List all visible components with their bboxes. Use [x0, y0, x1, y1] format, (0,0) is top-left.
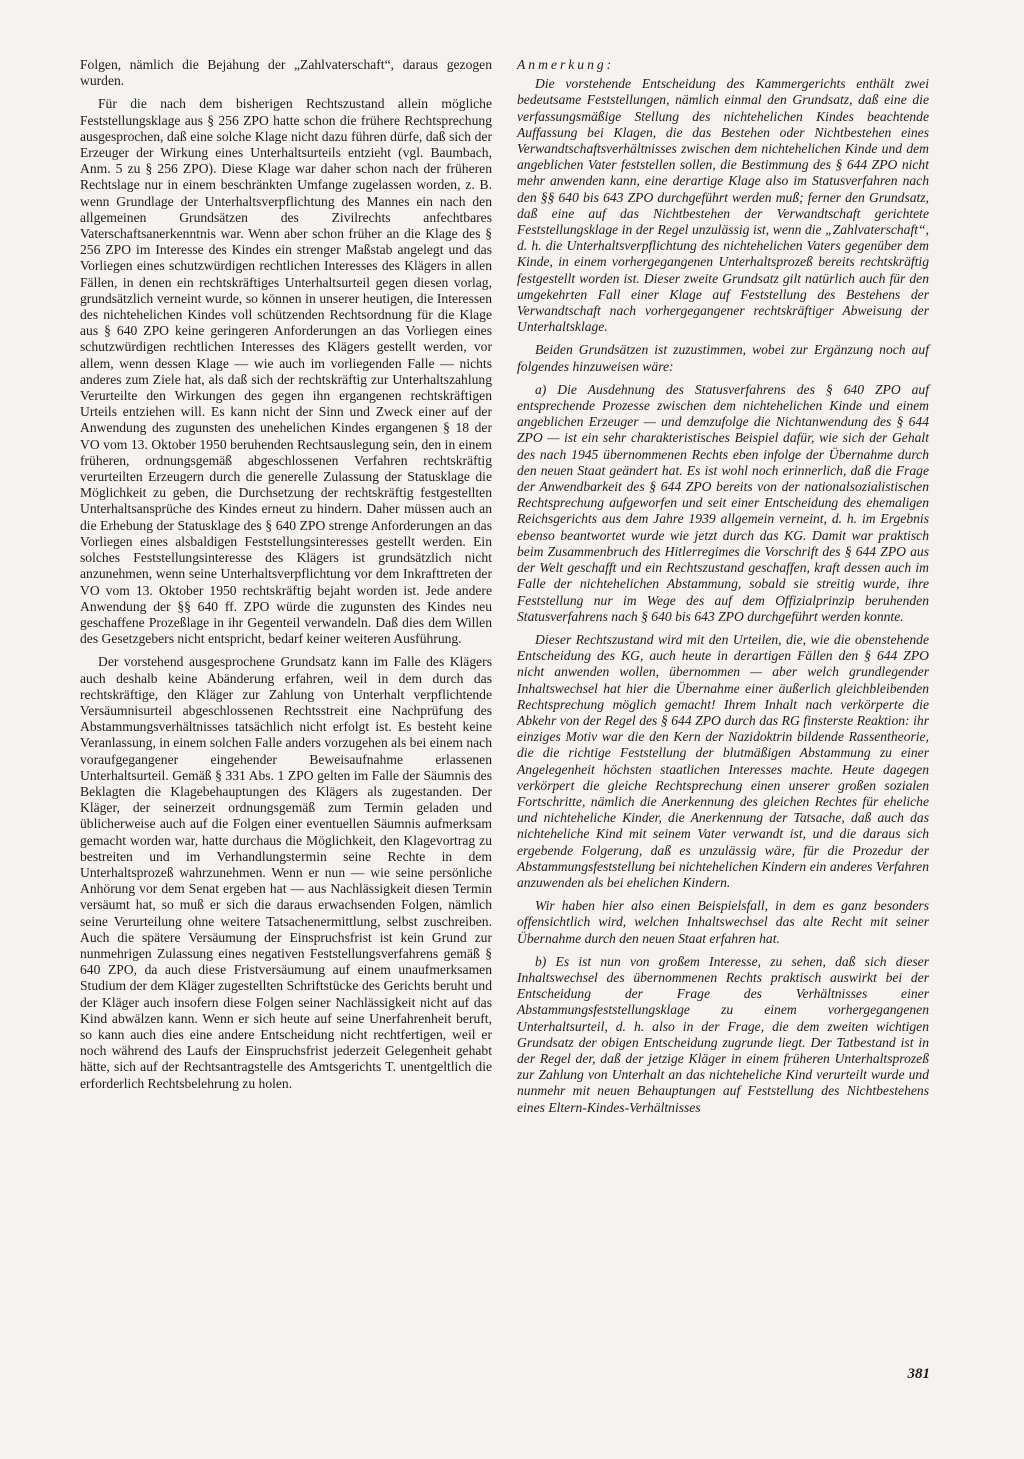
right-paragraph-3: a) Die Ausdehnung des Statusverfahrens des § 640 ZPO auf entsprechende Prozesse zwischen dem nichtehelichen Kinde und einem angeblichen Erzeuger — und demzufolge die Nichtanwendung des § 644 ZPO — ist ein sehr charakteristisches Beispiel dafür, wie sich der Gehalt des nach 1945 übernommenen Rechts eben infolge der Übernahme durch den neuen Staat geändert hat. Es ist wohl noch erinnerlich, daß die Frage der Anwendbarkeit des § 644 ZPO bereits von der nationalsozialistischen Rechtsprechung aufgeworfen und seit einer Entscheidung des ehemaligen Reichsgerichts aus dem Jahre 1939 allgemein verneint, d. h. im Ergebnis ebenso beantwortet wurde wie jetzt durch das KG. Damit war praktisch beim Zusammenbruch des Hitlerregimes die Vorschrift des § 644 ZPO aus der Welt geschafft und ein Rechtszustand geschaffen, kraft dessen auch im Falle der nichtehelichen Abstammung, sobald sie streitig wurde, ihre Feststellung nur im Wege des auf dem Offizialprinzip beruhenden Statusverfahrens nach § 640 bis 643 ZPO durchgeführt werden konnte. [517, 381, 929, 624]
right-paragraph-1: Die vorstehende Entscheidung des Kammergerichts enthält zwei bedeutsame Feststellungen, nämlich einmal den Grundsatz, daß eine die verfassungsmäßige Stellung des nichtehelichen Kindes beachtende Auffassung bei Klagen, die das Bestehen oder Nichtbestehen eines Verwandtschaftsverhältnisses zwischen dem nichtehelichen Kinde und dem angeblichen Vater feststellen sollen, die Bestimmung des § 644 ZPO nicht mehr anwenden kann, eine derartige Klage also im Statusverfahren nach den §§ 640 bis 643 ZPO durchgeführt werden muß; ferner den Grundsatz, daß eine auf das Nichtbestehen der Verwandtschaft gerichtete Feststellungsklage in der Regel unzulässig ist, wenn die „Zahlvaterschaft“, d. h. die Unterhaltsverpflichtung des nichtehelichen Vaters gegenüber dem Kinde, in einem vorhergegangenen Unterhaltsprozeß bereits rechtskräftig festgestellt worden ist. Dieser zweite Grundsatz gilt natürlich auch für den umgekehrten Fall einer Klage auf Feststellung des Bestehens der Verwandtschaft nach vorhergegangener rechtskräftiger Abweisung der Unterhaltsklage. [517, 76, 929, 335]
right-paragraph-4: Dieser Rechtszustand wird mit den Urteilen, die, wie die obenstehende Entscheidung des KG, auch heute in derartigen Fällen den § 644 ZPO nicht anwenden wollen, übernommen — aber welch grundlegender Inhaltswechsel hat hier die Übernahme einer äußerlich gleichbleibenden Rechtsprechung möglich gemacht! Ihrem Inhalt nach verkörperte die Abkehr von der Regel des § 644 ZPO durch das RG finsterste Reaktion: ihr einziges Motiv war die den Kern der Nazidoktrin bildende Rassentheorie, die die richtige Feststellung der blutmäßigen Abstammung zu einer Angelegenheit höchsten staatlichen Interesses machte. Heute dagegen verkörpert die gleiche Rechtsprechung einen unserer großen sozialen Fortschritte, nämlich die Anerkennung des gleichen Rechtes für eheliche und nichteheliche Kinder, die Anerkennung der Tatsache, daß auch das nichteheliche Kind mit seinem Vater verwandt ist, und die daraus sich ergebende Folgerung, daß es unzulässig wäre, für die Prozedur der Abstammungsfeststellung bei nichtehelichen Kindern ein anderes Verfahren anzuwenden als bei ehelichen Kindern. [517, 631, 929, 890]
page-number: 381 [907, 1366, 930, 1382]
left-column [80, 57, 492, 1099]
left-paragraph-1: Folgen, nämlich die Bejahung der „Zahlvaterschaft“, daraus gezogen wurden. [80, 57, 492, 89]
right-paragraph-5: Wir haben hier also einen Beispielsfall, in dem es ganz besonders offensichtlich wird, welchen Inhaltswechsel das alte Recht mit seiner Übernahme durch den neuen Staat erfahren hat. [517, 898, 929, 946]
right-column [517, 57, 929, 1123]
left-paragraph-2: Für die nach dem bisherigen Rechtszustand allein mögliche Feststellungsklage aus § 256 ZPO hatte schon die frühere Rechtsprechung ausgesprochen, daß eine solche Klage nicht dazu führen dürfe, daß sich der Erzeuger der Wirkung eines Unterhaltsurteils entzieht (vgl. Baumbach, Anm. 5 zu § 256 ZPO). Diese Klage war daher schon nach der früheren Rechtslage nur in einem beschränkten Umfange zugelassen worden, z. B. wenn Grundlage der Unterhaltsverpflichtung des Mannes ein nach den allgemeinen Grundsätzen des Zivilrechts anfechtbares Vaterschaftsanerkenntnis war. Wenn aber schon früher an die Klage des § 256 ZPO im Interesse des Kindes ein strenger Maßstab angelegt und das Vorliegen eines schutzwürdigen rechtlichen Interesses des Klägers in allen Fällen, in denen ein rechtskräftiges Unterhaltsurteil gegen diesen vorlag, grundsätzlich verneint wurde, so können in unserer heutigen, die Interessen des nichtehelichen Kindes voll schützenden Rechtsordnung für die Klage aus § 640 ZPO keine geringeren Anforderungen an das Vorliegen eines schutzwürdigen rechtlichen Interesses des Klägers gestellt werden, vor allem, wenn dessen Klage — wie auch im vorliegenden Falle — nichts anderes zum Ziele hat, als daß sich der rechtskräftig zur Unterhaltszahlung Verurteilte den Wirkungen des gegen ihn ergangenen rechtskräftigen Urteils entziehen will. Es kann nicht der Sinn und Zweck einer auf der Anwendung des zugunsten des unehelichen Kindes ergangenen § 18 der VO vom 13. Oktober 1950 beruhenden Rechtsauslegung sein, den in einem früheren, ordnungsgemäß abgeschlossenen Verfahren rechtskräftig verurteilten Erzeugern durch die generelle Zulassung der Statusklage die Möglichkeit zu geben, die Durchsetzung der rechtskräftig festgestellten Unterhaltsansprüche des Kindes erneut zu hindern. Daher müssen auch an die Erhebung der Statusklage des § 640 ZPO strenge Anforderungen an das Vorliegen eines alsbaldigen Feststellungsinteresses gestellt werden. Ein solches Feststellungsinteresse des Klägers ist grundsätzlich nicht anzunehmen, wenn seine Unterhaltsverpflichtung vor dem Inkrafttreten der VO vom 13. Oktober 1950 rechtskräftig bejaht worden ist. Jede andere Anwendung der §§ 640 ff. ZPO würde die zugunsten des Kindes neu geschaffene Prozeßlage in ihr Gegenteil verwandeln. Daß dies dem Willen des Gesetzgebers nicht entspricht, bedarf keiner weiteren Ausführung. [80, 96, 492, 647]
right-paragraph-6: b) Es ist nun von großem Interesse, zu sehen, daß sich dieser Inhaltswechsel des übernommenen Rechts praktisch auswirkt bei der Entscheidung der Frage des Verhältnisses einer Abstammungsfeststellungsklage zu einem vorhergegangenen Unterhaltsurteil, d. h. also in der Frage, die dem zweiten wichtigen Grundsatz der obigen Entscheidung zugrunde liegt. Der Tatbestand ist in der Regel der, daß der jetzige Kläger in einem früheren Unterhaltsprozeß zur Zahlung von Unterhalt an das nichteheliche Kind verurteilt wurde und nunmehr mit neuen Behauptungen auf Feststellung des Nichtbestehens eines Eltern-Kindes-Verhältnisses [517, 953, 929, 1115]
left-paragraph-3: Der vorstehend ausgesprochene Grundsatz kann im Falle des Klägers auch deshalb keine Abänderung erfahren, weil in dem durch das rechtskräftige, den Kläger zur Zahlung von Unterhalt verpflichtende Versäumnisurteil abgeschlossenen Rechtsstreit eine Nachprüfung des Abstammungsverhältnisses tatsächlich nicht erfolgt ist. Es besteht keine Veranlassung, in einem solchen Falle anders vorzugehen als bei einem nach voraufgegangener eingehender Beweisaufnahme erlassenen Unterhaltsurteil. Gemäß § 331 Abs. 1 ZPO gelten im Falle der Säumnis des Beklagten die Klagebehauptungen des Klägers als zugestanden. Der Kläger, der seinerzeit ordnungsgemäß zum Termin geladen und üblicherweise auch auf die Folgen einer eventuellen Säumnis aufmerksam gemacht worden war, hatte durchaus die Möglichkeit, den Klagevortrag zu bestreiten und im Verhandlungstermin seine Rechte in dem Unterhaltsprozeß wahrzunehmen. Wenn er nun — wie seine persönliche Anhörung vor dem Senat ergeben hat — aus Nachlässigkeit diesen Termin versäumt hat, so muß er sich die daraus erwachsenden Folgen, nämlich seine Verurteilung ohne weitere Tatsachenermittlung, selbst zuschreiben. Auch die spätere Versäumung der Einspruchsfrist ist kein Grund zur nunmehrigen Zulassung eines negativen Feststellungsverfahrens gemäß § 640 ZPO, da auch diese Fristversäumung auf einem unaufmerksamen Studium der dem Kläger zugestellten Schriftstücke des Gerichts beruht und der Kläger auch insofern diese Folgen seiner Nachlässigkeit nicht auf das Kind abwälzen kann. Wenn er sich heute auf seine Unerfahrenheit beruft, so kann auch dies eine andere Entscheidung nicht rechtfertigen, weil er noch während des Laufs der Einspruchsfrist jederzeit Gelegenheit gehabt hätte, sich auf der Rechtsantragstelle des Amtsgerichts T. unentgeltlich die erforderlich Rechtsbelehrung zu holen. [80, 654, 492, 1091]
right-paragraph-2: Beiden Grundsätzen ist zuzustimmen, wobei zur Ergänzung noch auf folgendes hinzuweisen wäre: [517, 342, 929, 374]
annotation-heading: Anmerkung: [517, 57, 615, 72]
